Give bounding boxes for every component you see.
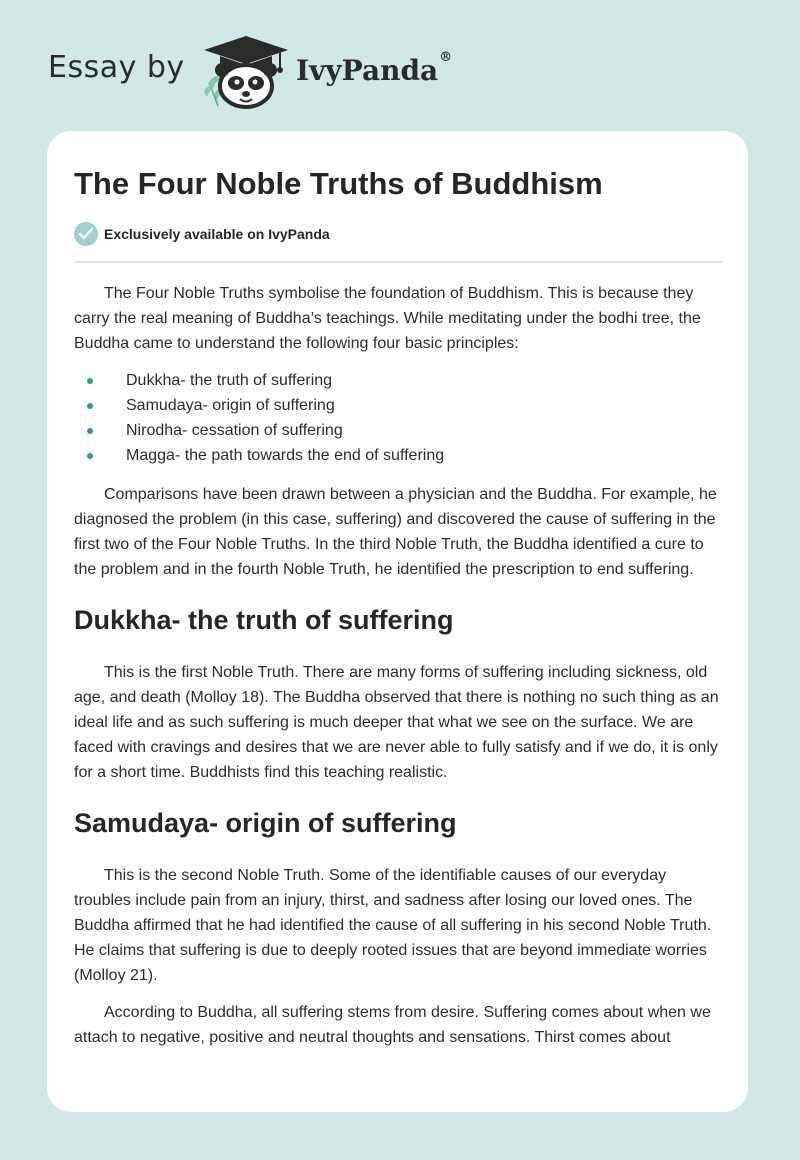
list-item xyxy=(74,443,724,468)
page-title: The Four Noble Truths of Buddhism xyxy=(74,166,603,201)
essay-body xyxy=(74,281,724,1062)
site-header xyxy=(0,0,800,130)
samudaya-paragraph-2: According to Buddha, all suffering stems from desire. Suffering comes about when we attach to negative, positive and neutral thoughts and sensations. Thirst comes about xyxy=(74,1004,711,1046)
dukkha-paragraph: This is the first Noble Truth. There are many forms of suffering including sickness, old age, and death (Molloy 18). The Buddha observed that there is nothing no such thing as an ideal life and as such suffering is much deeper that what we see on the surface. We are faced with cravings and desires that we are never able to fully satisfy and if we do, it is only for a short time. Buddhists find this teaching realistic. xyxy=(74,664,719,781)
essay-card xyxy=(47,131,748,1112)
brand-name[interactable] xyxy=(296,50,453,87)
list-item-text: Samudaya- origin of suffering xyxy=(126,397,335,414)
intro-paragraph: The Four Noble Truths symbolise the foundation of Buddhism. This is because they carry the real meaning of Buddha’s teachings. While meditating under the bodhi tree, the Buddha came to understand the following four basic principles: xyxy=(74,285,701,352)
list-item xyxy=(74,418,724,443)
exclusive-badge-text: Exclusively available on IvyPanda xyxy=(104,226,330,242)
list-item xyxy=(74,393,724,418)
registered-mark: ® xyxy=(439,50,453,65)
divider xyxy=(74,261,723,263)
bullet-icon xyxy=(87,428,93,434)
exclusive-badge xyxy=(74,222,330,246)
list-item-text: Magga- the path towards the end of suffering xyxy=(126,447,445,464)
list-item-text: Nirodha- cessation of suffering xyxy=(126,422,343,439)
check-circle-icon xyxy=(74,222,98,246)
list-item xyxy=(74,368,724,393)
bullet-icon xyxy=(87,453,93,459)
bullet-icon xyxy=(87,378,93,384)
panda-graduation-cap-icon[interactable] xyxy=(200,34,292,110)
section-heading-samudaya: Samudaya- origin of suffering xyxy=(74,808,457,838)
bullet-icon xyxy=(87,403,93,409)
samudaya-paragraph-1: This is the second Noble Truth. Some of the identifiable causes of our everyday troubles include pain from an injury, thirst, and sadness after losing our loved ones. The Buddha affirmed that he had identified the cause of all suffering in his second Noble Truth. He claims that suffering is due to deeply rooted issues that are beyond immediate worries (Molloy 21). xyxy=(74,867,712,984)
section-heading-dukkha: Dukkha- the truth of suffering xyxy=(74,605,454,635)
brand-name-text: IvyPanda xyxy=(296,54,439,87)
list-item-text: Dukkha- the truth of suffering xyxy=(126,372,333,389)
comparison-paragraph: Comparisons have been drawn between a physician and the Buddha. For example, he diagnosed the problem (in this case, suffering) and discovered the cause of suffering in the first two of the Four Noble Truths. In the third Noble Truth, the Buddha identified a cure to the problem and in the fourth Noble Truth, he identified the prescription to end suffering. xyxy=(74,486,717,578)
brand-prefix: Essay by xyxy=(48,50,185,85)
truths-list xyxy=(74,368,724,468)
